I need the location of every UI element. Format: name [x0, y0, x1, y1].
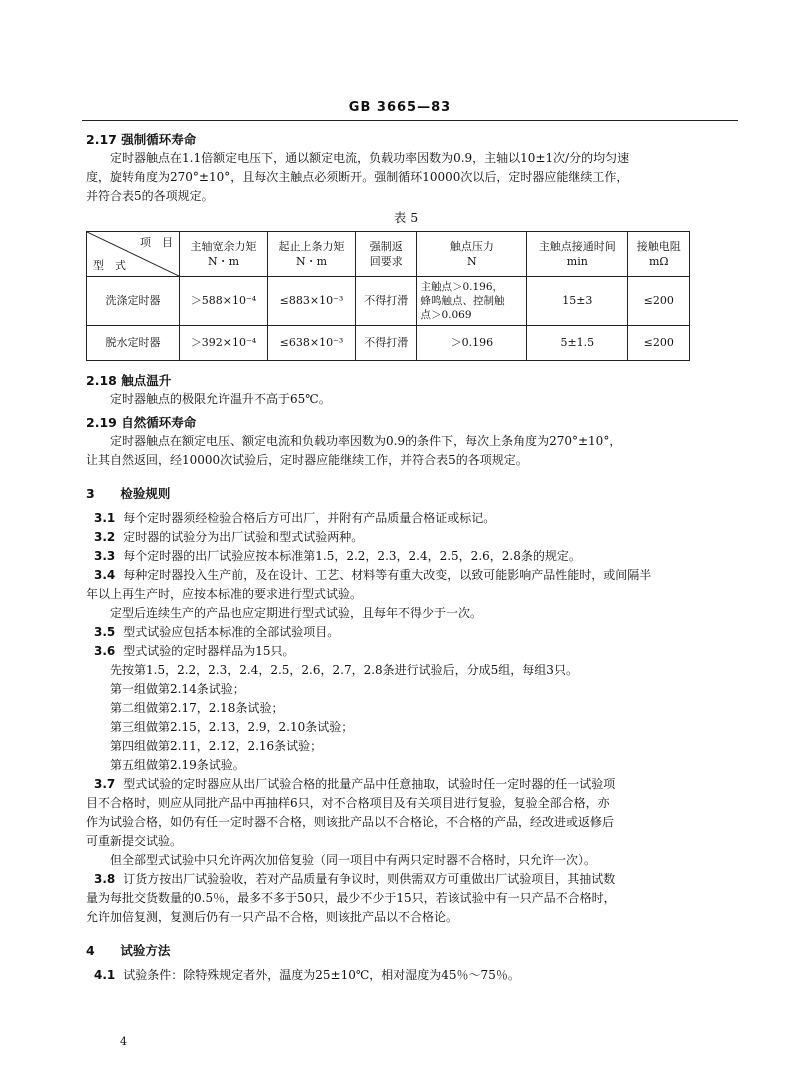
- table-cell: ＞588×10⁻⁴: [180, 277, 268, 326]
- column-header-unit: N: [467, 255, 477, 268]
- column-header-name: 主轴宽余力矩: [190, 240, 257, 253]
- clause-text: 型式试验的定时器应从出厂试验合格的批量产品中任意抽取，试验时任一定时器的任一试验项: [123, 777, 616, 791]
- paragraph-line: 让其自然返回，经10000次试验后，定时器应能继续工作，并符合表5的各项规定。: [86, 453, 528, 467]
- section-title: 强制循环寿命: [121, 132, 197, 147]
- header-rule: [82, 120, 738, 121]
- clause-text: 订货方按出厂试验验收，若对产品质量有争议时，则供需双方可重做出厂试验项目，其抽试数: [123, 872, 616, 886]
- table-cell: ＞0.196: [417, 326, 527, 361]
- clause-number: 4.1: [94, 968, 116, 982]
- clause-number: 3.2: [94, 530, 116, 544]
- clause-text: 每个定时器须经检验合格后方可出厂，并附有产品质量合格证或标记。: [123, 511, 496, 525]
- column-header: [356, 232, 417, 277]
- paragraph-line: 并符合表5的各项规定。: [86, 189, 214, 203]
- table-row: [87, 326, 690, 361]
- clause-3-6: [86, 642, 726, 661]
- section-4-heading: [86, 941, 726, 960]
- list-line: 第一组做第2.14条试验；: [110, 682, 245, 696]
- table-corner-cell: [87, 232, 180, 277]
- paragraph-line: 量为每批交货数量的0.5％，最多不多于50只，最少不少于15只，若该试验中有一只产品不合格时，: [86, 891, 616, 905]
- column-header-name: 触点压力: [449, 240, 494, 253]
- corner-label-item: 项 目: [140, 236, 173, 249]
- clause-text: 定时器的试验分为出厂试验和型式试验两种。: [123, 530, 364, 544]
- section-title: 自然循环寿命: [121, 415, 197, 430]
- clause-number: 3.8: [94, 872, 116, 886]
- paragraph-line: 目不合格时，则应从同批产品中再抽样6只，对不合格项目及有关项目进行复验，复验全部合格，亦: [86, 796, 610, 810]
- clause-number: 3.5: [94, 625, 116, 639]
- table-cell: 15±3: [527, 277, 628, 326]
- paragraph-line: 定时器触点在1.1倍额定电压下，通以额定电流，负载功率因数为0.9，主轴以10±1次/分的均匀速: [110, 151, 630, 165]
- section-number: 3: [86, 486, 95, 501]
- column-header-name: 主触点接通时间: [538, 240, 616, 253]
- section-3-heading: [86, 484, 726, 503]
- section-2-18-heading: [86, 371, 726, 390]
- table-cell: ≤200: [628, 326, 690, 361]
- paragraph-line: 年以上再生产时，应按本标准的要求进行型式试验。: [86, 587, 363, 601]
- table-cell: ＞392×10⁻⁴: [180, 326, 268, 361]
- clause-3-7: [86, 775, 726, 794]
- section-number: 2.17: [86, 132, 117, 147]
- list-line: 第五组做第2.19条试验。: [110, 758, 245, 772]
- clause-number: 3.6: [94, 644, 116, 658]
- row-type-cell: 脱水定时器: [87, 326, 180, 361]
- table-cell: 不得打滑: [356, 277, 417, 326]
- section-number: 2.19: [86, 415, 117, 430]
- section-title: 试验方法: [120, 943, 171, 958]
- clause-number: 3.1: [94, 511, 116, 525]
- clause-number: 3.7: [94, 777, 116, 791]
- page-number: 4: [120, 1035, 127, 1048]
- paragraph-line: 定型后连续生产的产品也应定期进行型式试验，且每年不得少于一次。: [110, 606, 483, 620]
- clause-3-8: [86, 870, 726, 889]
- clause-number: 3.4: [94, 568, 116, 582]
- section-number: 4: [86, 943, 95, 958]
- clause-3-5: [86, 623, 726, 642]
- section-number: 2.18: [86, 373, 117, 388]
- column-header-name: 强制返: [369, 240, 403, 253]
- clause-text: 试验条件：除特殊规定者外，温度为25±10℃，相对湿度为45％～75％。: [123, 968, 520, 982]
- column-header: [417, 232, 527, 277]
- clause-text: 每种定时器投入生产前，及在设计、工艺、材料等有重大改变，以致可能影响产品性能时，或间隔半: [123, 568, 652, 582]
- row-type-cell: 洗涤定时器: [87, 277, 180, 326]
- table-header-row: [87, 232, 690, 277]
- list-line: 第二组做第2.17，2.18条试验；: [110, 701, 284, 715]
- table-row: [87, 277, 690, 326]
- table-caption: 表 5: [393, 210, 419, 225]
- table-cell: ≤638×10⁻³: [268, 326, 356, 361]
- clause-text: 型式试验的定时器样品为15只。: [123, 644, 295, 658]
- clause-number: 3.3: [94, 549, 116, 563]
- standard-header: GB 3665—83: [348, 100, 452, 115]
- paragraph-line: 作为试验合格，如仍有任一定时器不合格，则该批产品以不合格论，不合格的产品，经改进或返修后: [86, 815, 615, 829]
- column-header-unit: N・m: [295, 255, 328, 268]
- section-2-19-heading: [86, 413, 726, 432]
- page-content: [86, 126, 726, 985]
- clause-4-1: [86, 966, 726, 985]
- column-header-unit: N・m: [207, 255, 240, 268]
- column-header-unit: 回要求: [369, 255, 403, 268]
- clause-3-1: [86, 509, 726, 528]
- column-header-name: 起止上条力矩: [278, 240, 345, 253]
- clause-text: 每个定时器的出厂试验应按本标准第1.5，2.2，2.3，2.4，2.5，2.6，2.8条的规定。: [123, 549, 581, 563]
- column-header-unit: mΩ: [648, 255, 669, 268]
- column-header: [527, 232, 628, 277]
- clause-3-2: [86, 528, 726, 547]
- clause-text: 型式试验应包括本标准的全部试验项目。: [123, 625, 340, 639]
- paragraph-line: 可重新提交试验。: [86, 834, 183, 848]
- paragraph-line: 允许加倍复测，复测后仍有一只产品不合格，则该批产品以不合格论。: [86, 910, 459, 924]
- clause-3-3: [86, 547, 726, 566]
- table-5: [86, 231, 690, 361]
- clause-3-4: [86, 566, 726, 585]
- paragraph-line: 定时器触点的极限允许温升不高于65℃。: [110, 392, 331, 406]
- paragraph-line: 但全部型式试验中只允许两次加倍复验（同一项目中有两只定时器不合格时，只允许一次）。: [110, 853, 597, 867]
- list-line: 第四组做第2.11，2.12，2.16条试验；: [110, 739, 323, 753]
- table-cell: ≤200: [628, 277, 690, 326]
- column-header-unit: min: [566, 255, 588, 268]
- section-title: 检验规则: [120, 486, 171, 501]
- column-header-name: 接触电阻: [636, 240, 681, 253]
- column-header: [268, 232, 356, 277]
- table-cell: ≤883×10⁻³: [268, 277, 356, 326]
- list-line: 第三组做第2.15，2.13，2.9，2.10条试验；: [110, 720, 354, 734]
- table-cell: 5±1.5: [527, 326, 628, 361]
- table-cell: 主触点＞0.196， 蜂鸣触点、控制触 点＞0.069: [417, 277, 527, 326]
- paragraph-line: 定时器触点在额定电压、额定电流和负载功率因数为0.9的条件下，每次上条角度为270°±10°，: [110, 434, 622, 448]
- section-title: 触点温升: [121, 373, 172, 388]
- list-line: 先按第1.5，2.2，2.3，2.4，2.5，2.6，2.7，2.8条进行试验后，分成5组，每组3只。: [110, 663, 578, 677]
- paragraph-line: 度，旋转角度为270°±10°，且每次主触点必须断开。强制循环10000次以后，定时器应能继续工作，: [86, 170, 629, 184]
- column-header: [180, 232, 268, 277]
- column-header: [628, 232, 690, 277]
- table-cell: 不得打滑: [356, 326, 417, 361]
- corner-label-type: 型 式: [93, 259, 126, 272]
- section-2-17-heading: [86, 130, 726, 149]
